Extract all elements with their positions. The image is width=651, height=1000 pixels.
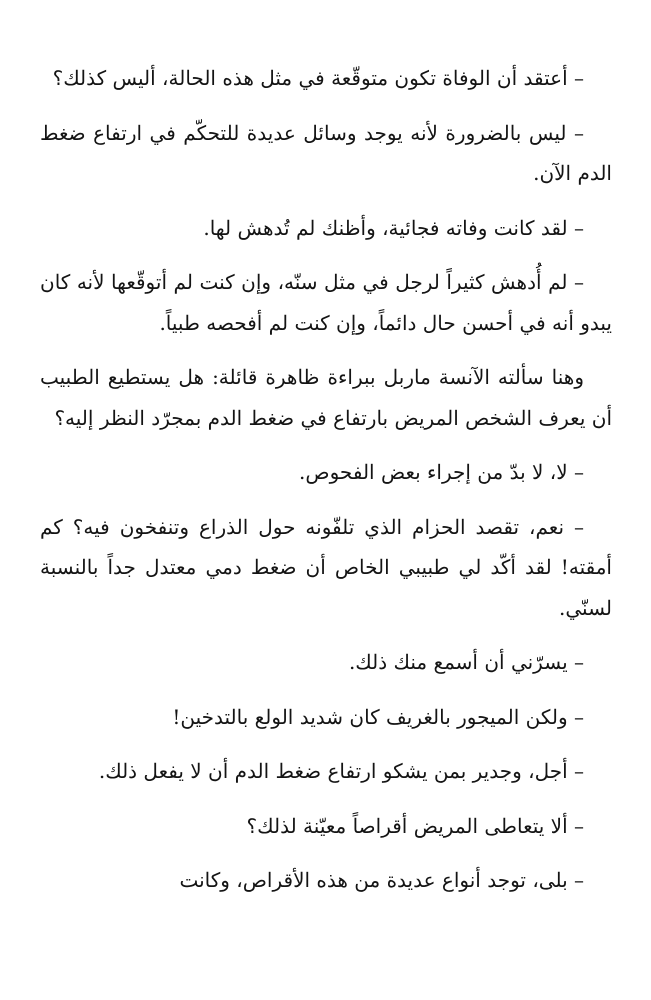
dialogue-paragraph: – أعتقد أن الوفاة تكون متوقّعة في مثل هذه الحالة، أليس كذلك؟ — [52, 66, 584, 90]
dialogue-paragraph: – ولكن الميجور بالغريف كان شديد الولع بالتدخين! — [172, 704, 584, 729]
narrative-paragraph: وهنا سألته الآنسة ماربل ببراءة ظاهرة قائلة: هل يستطيع الطبيب أن يعرف الشخص المريض بارتفاع في ضغط الدم بمجرّد النظر إليه؟ — [40, 365, 612, 430]
dialogue-paragraph: – نعم، تقصد الحزام الذي تلفّونه حول الذراع وتنفخون فيه؟ كم أمقته! لقد أكّد لي طبيبي الخاص أن ضغط دمي معتدل جداً بالنسبة لسنّي. — [40, 514, 612, 620]
dialogue-paragraph: – بلى، توجد أنواع عديدة من هذه الأقراص، وكانت — [179, 868, 584, 892]
dialogue-paragraph: – يسرّني أن أسمع منك ذلك. — [348, 650, 584, 674]
dialogue-paragraph: – ليس بالضرورة لأنه يوجد وسائل عديدة للتحكّم في ارتفاع ضغط الدم الآن. — [40, 120, 612, 185]
dialogue-paragraph: – أجل، وجدير بمن يشكو ارتفاع ضغط الدم أن لا يفعل ذلك. — [98, 759, 584, 783]
dialogue-paragraph: – لا، لا بدّ من إجراء بعض الفحوص. — [299, 460, 584, 484]
book-page — [40, 58, 612, 901]
dialogue-paragraph: – لقد كانت وفاته فجائية، وأظنك لم تُدهش لها. — [203, 215, 584, 240]
dialogue-paragraph: – ألا يتعاطى المريض أقراصاً معيّنة لذلك؟ — [246, 813, 584, 838]
dialogue-paragraph: – لم أُدهش كثيراً لرجل في مثل سنّه، وإن كنت لم أتوقّعها لأنه كان يبدو أنه في أحسن حال دائماً، وإن كنت لم أفحصه طبياً. — [40, 270, 612, 335]
